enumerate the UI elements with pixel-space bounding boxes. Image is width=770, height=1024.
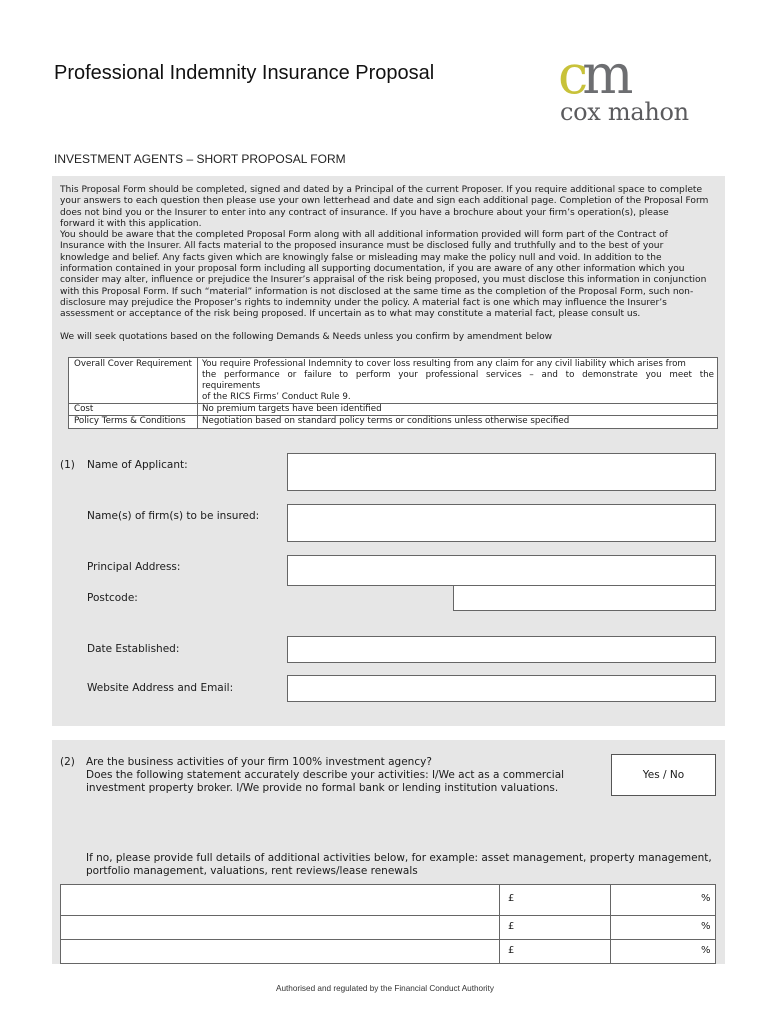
intro-line: assessment or acceptance of the risk being proposed. If uncertain as to what may constitute a material fact, please consult us.	[60, 309, 641, 320]
question-line: Are the business activities of your firm 100% investment agency?	[86, 756, 432, 768]
business-activities-question	[86, 756, 564, 795]
demands-needs-note: We will seek quotations based on the following Demands & Needs unless you confirm by amendment below	[60, 332, 553, 342]
cost-value: No premium targets have been identified	[202, 404, 382, 414]
regulatory-footer: Authorised and regulated by the Financial Conduct Authority	[275, 984, 494, 993]
applicant-name-label: Name of Applicant:	[87, 459, 188, 471]
postcode-field[interactable]	[453, 585, 716, 611]
table-column-divider	[499, 885, 500, 963]
logo-monogram	[558, 43, 628, 106]
table-divider	[197, 358, 198, 428]
activity-description-field[interactable]	[62, 886, 498, 914]
intro-line: knowledge and belief. Any facts given which are knowingly false or misleading may make the policy null and void. In addition to the	[60, 252, 662, 263]
postcode-label: Postcode:	[87, 592, 138, 604]
logo-wordmark: cox mahon	[560, 98, 689, 126]
cover-requirement-line: the performance or failure to perform your professional services – and to demonstrate you meet the	[202, 370, 714, 380]
demands-needs-table	[68, 357, 718, 429]
percent-symbol: %	[701, 893, 711, 904]
instruction-line: portfolio management, valuations, rent reviews/lease renewals	[86, 865, 418, 877]
cover-requirement-line: requirements	[202, 381, 261, 391]
question-number-1: (1)	[60, 459, 75, 471]
intro-text	[60, 185, 726, 321]
currency-symbol: £	[508, 945, 515, 956]
date-established-field[interactable]	[287, 636, 716, 663]
activity-description-field[interactable]	[62, 940, 498, 963]
intro-line: information contained in your proposal form including all supporting documentation, if you are aware of any other information which you	[60, 264, 685, 275]
cost-label: Cost	[74, 404, 94, 414]
intro-line: does not bind you or the Insurer to enter into any contract of insurance. If you have a brochure about your firm’s operation(s), please	[60, 207, 669, 218]
table-column-divider	[610, 885, 611, 963]
cover-requirement-line: You require Professional Indemnity to cover loss resulting from any claim for any civil liability which arises from	[202, 359, 686, 369]
cover-requirement-line: of the RICS Firms’ Conduct Rule 9.	[202, 392, 351, 402]
intro-line: This Proposal Form should be completed, signed and dated by a Principal of the current Proposer. If you require additional space to complete	[60, 185, 703, 195]
logo-mark-m: m	[582, 43, 628, 106]
question-number-2: (2)	[60, 756, 75, 768]
cover-requirement-label: Overall Cover Requirement	[74, 359, 192, 369]
question-line: Does the following statement accurately describe your activities: I/We act as a commercial	[86, 769, 565, 781]
yes-no-field[interactable]: Yes / No	[611, 754, 716, 796]
intro-line: forward it with this application.	[60, 218, 202, 229]
page-title: Professional Indemnity Insurance Proposal	[54, 62, 435, 84]
intro-line: with this Proposal Form. If such “material” information is not disclosed at the same time as the completion of the Proposal Form, such non-	[60, 286, 694, 297]
date-established-label: Date Established:	[87, 643, 180, 655]
question-line: investment property broker. I/We provide no formal bank or lending institution valuations.	[86, 782, 559, 794]
currency-symbol: £	[508, 921, 515, 932]
cox-mahon-logo	[556, 43, 732, 128]
policy-terms-value: Negotiation based on standard policy terms or conditions unless otherwise specified	[202, 416, 570, 426]
principal-address-field[interactable]	[287, 555, 716, 586]
firm-names-field[interactable]	[287, 504, 716, 542]
intro-line: consider may alter, influence or prejudice the Insurer’s appraisal of the risk being proposed, you must disclose this information in conjunction	[60, 275, 707, 286]
form-title: INVESTMENT AGENTS – SHORT PROPOSAL FORM	[54, 152, 346, 166]
additional-activities-table	[60, 884, 716, 964]
percent-symbol: %	[701, 945, 711, 956]
principal-address-label: Principal Address:	[87, 561, 181, 573]
activity-description-field[interactable]	[62, 916, 498, 938]
additional-activities-instructions	[86, 852, 712, 878]
intro-line: disclosure may prejudice the Proposer’s rights to indemnity under the policy. A material fact is one which may influence the Insurer’s	[60, 297, 667, 308]
firm-names-label: Name(s) of firm(s) to be insured:	[87, 510, 260, 522]
policy-terms-label: Policy Terms & Conditions	[74, 416, 186, 426]
applicant-name-field[interactable]	[287, 453, 716, 491]
website-email-label: Website Address and Email:	[87, 682, 234, 694]
instruction-line: If no, please provide full details of additional activities below, for example: asset management, property management,	[86, 852, 712, 864]
intro-line: Insurance with the Insurer. All facts material to the proposed insurance must be disclosed fully and truthfully and to the best of your	[60, 241, 664, 252]
website-email-field[interactable]	[287, 675, 716, 702]
intro-line: your answers to each question then please use your own letterhead and date and sign each additional page. Completion of the Proposal Form	[60, 196, 709, 207]
currency-symbol: £	[508, 893, 515, 904]
logo-mark-c: c	[558, 43, 583, 106]
intro-line: You should be aware that the completed Proposal Form along with all additional information provided will form part of the Contract of	[60, 230, 668, 241]
percent-symbol: %	[701, 921, 711, 932]
